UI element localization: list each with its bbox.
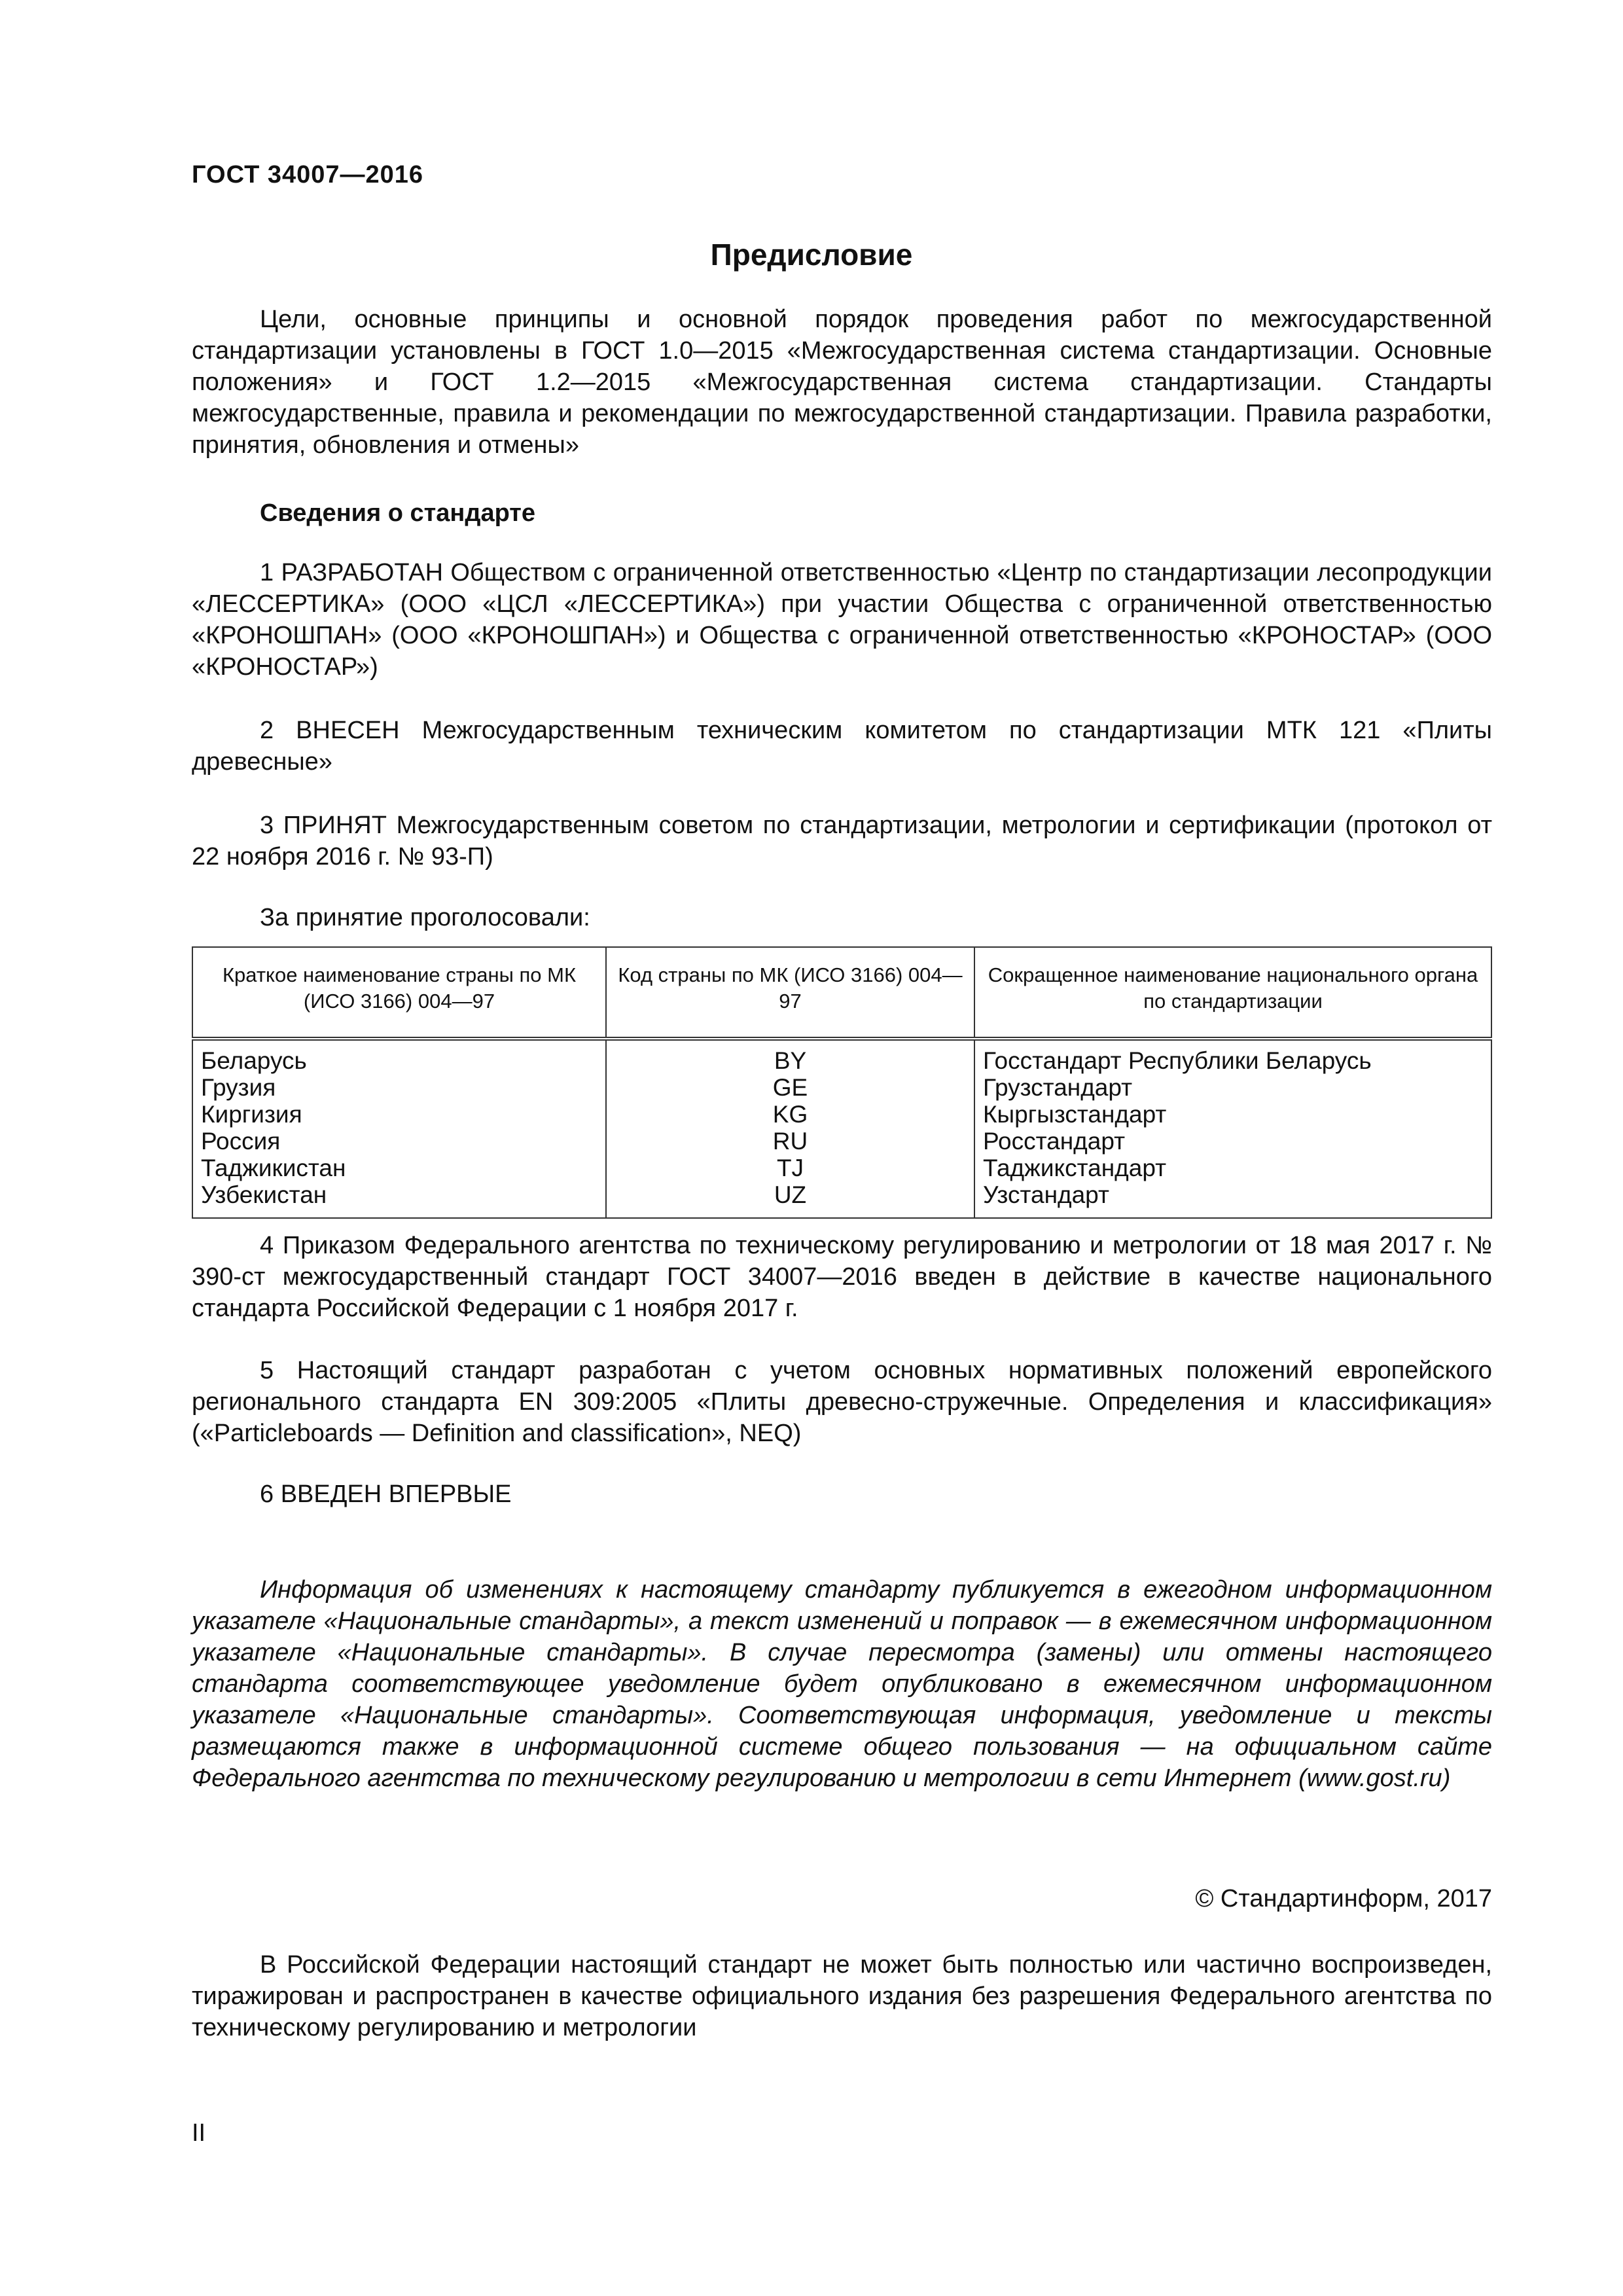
item-2-paragraph: 2 ВНЕСЕН Межгосударственным техническим комитетом по стандартизации МТК 121 «Плиты древесные» <box>192 717 1492 776</box>
header-country-name: Краткое наименование страны по МК (ИСО 3166) 004—97 <box>192 947 606 1039</box>
table-cell-country: Узбекистан <box>201 1181 327 1208</box>
restriction-paragraph: В Российской Федерации настоящий стандарт не может быть полностью или частично воспроизведен, тиражирован и распространен в качестве официального издания без разрешения Федерального агентства по техническому регулированию и метрологии <box>192 1951 1492 2041</box>
table-cell-body: Госстандарт Республики Беларусь <box>983 1047 1372 1074</box>
table-cell-body: Грузстандарт <box>983 1074 1133 1101</box>
header-standards-body: Сокращенное наименование национального органа по стандартизации <box>974 947 1491 1039</box>
item-6-line: 6 ВВЕДЕН ВПЕРВЫЕ <box>260 1480 512 1508</box>
header-country-code: Код страны по МК (ИСО 3166) 004—97 <box>606 947 974 1039</box>
page-number: II <box>192 2119 206 2147</box>
table-cell-code: TJ <box>776 1155 804 1181</box>
table-cell-country: Грузия <box>201 1074 276 1101</box>
country-names-cell <box>192 1039 606 1218</box>
item-1-paragraph: 1 РАЗРАБОТАН Обществом с ограниченной ответственностью «Центр по стандартизации лесопродукции «ЛЕССЕРТИКА» (ООО «ЦСЛ «ЛЕССЕРТИКА») при участии Общества с ограниченной ответственностью «КРОНОШПАН» (ООО «КРОНОШПАН») и Общества с ограниченной ответственностью «КРОНОСТАР» (ООО «КРОНОСТАР») <box>192 559 1492 681</box>
voted-label: За принятие проголосовали: <box>260 904 590 931</box>
table-cell-country: Киргизия <box>201 1101 302 1128</box>
standard-code-header: ГОСТ 34007—2016 <box>192 161 424 188</box>
country-codes-cell <box>606 1039 974 1218</box>
item-3-paragraph: 3 ПРИНЯТ Межгосударственным советом по стандартизации, метрологии и сертификации (протокол от 22 ноября 2016 г. № 93-П) <box>192 812 1492 870</box>
page-title: Предисловие <box>710 238 913 272</box>
table-header-row <box>192 947 1491 1039</box>
table-cell-country: Таджикистан <box>201 1155 346 1181</box>
table-cell-country: Россия <box>201 1128 281 1155</box>
table-cell-body: Кыргызстандарт <box>983 1101 1167 1128</box>
standards-bodies-cell <box>974 1039 1491 1218</box>
item-4-paragraph: 4 Приказом Федерального агентства по техническому регулированию и метрологии от 18 мая 2017 г. № 390-ст межгосударственный стандарт ГОСТ 34007—2016 введен в действие в качестве национального стандарта Российской Федерации с 1 ноября 2017 г. <box>192 1232 1492 1322</box>
intro-paragraph: Цели, основные принципы и основной порядок проведения работ по межгосударственной стандартизации установлены в ГОСТ 1.0—2015 «Межгосударственная система стандартизации. Основные положения» и ГОСТ 1.2—2015 «Межгосударственная система стандартизации. Стандарты межгосударственные, правила и рекомендации по межгосударственной стандартизации. Правила разработки, принятия, обновления и отмены» <box>192 306 1492 459</box>
table-cell-code: RU <box>772 1128 808 1155</box>
table-cell-code: BY <box>774 1047 807 1074</box>
table-cell-code: KG <box>772 1101 808 1128</box>
amendments-notice: Информация об изменениях к настоящему стандарту публикуется в ежегодном информационном указателе «Национальные стандарты», а текст изменений и поправок — в ежемесячном информационном указателе «Национальные стандарты». В случае пересмотра (замены) или отмены настоящего стандарта соответствующее уведомление будет опубликовано в ежемесячном информационном указателе «Национальные стандарты». Соответствующая информация, уведомление и тексты размещаются также в информационной системе общего пользования — на официальном сайте Федерального агентства по техническому регулированию и метрологии в сети Интернет (www.gost.ru) <box>192 1576 1492 1792</box>
item-5-paragraph: 5 Настоящий стандарт разработан с учетом основных нормативных положений европейского регионального стандарта EN 309:2005 «Плиты древесно-стружечные. Определения и классификация» («Particleboards — Definition and classification», NEQ) <box>192 1357 1492 1447</box>
voting-countries-table <box>192 946 1492 1219</box>
table-cell-country: Беларусь <box>201 1047 307 1074</box>
table-cell-code: UZ <box>774 1181 807 1208</box>
table-cell-body: Узстандарт <box>983 1181 1109 1208</box>
table-cell-body: Росстандарт <box>983 1128 1126 1155</box>
copyright-line: © Стандартинформ, 2017 <box>1195 1885 1492 1912</box>
table-cell-body: Таджикстандарт <box>983 1155 1167 1181</box>
table-body-row <box>192 1039 1491 1218</box>
table-cell-code: GE <box>772 1074 808 1101</box>
section-subheading: Сведения о стандарте <box>260 499 536 527</box>
